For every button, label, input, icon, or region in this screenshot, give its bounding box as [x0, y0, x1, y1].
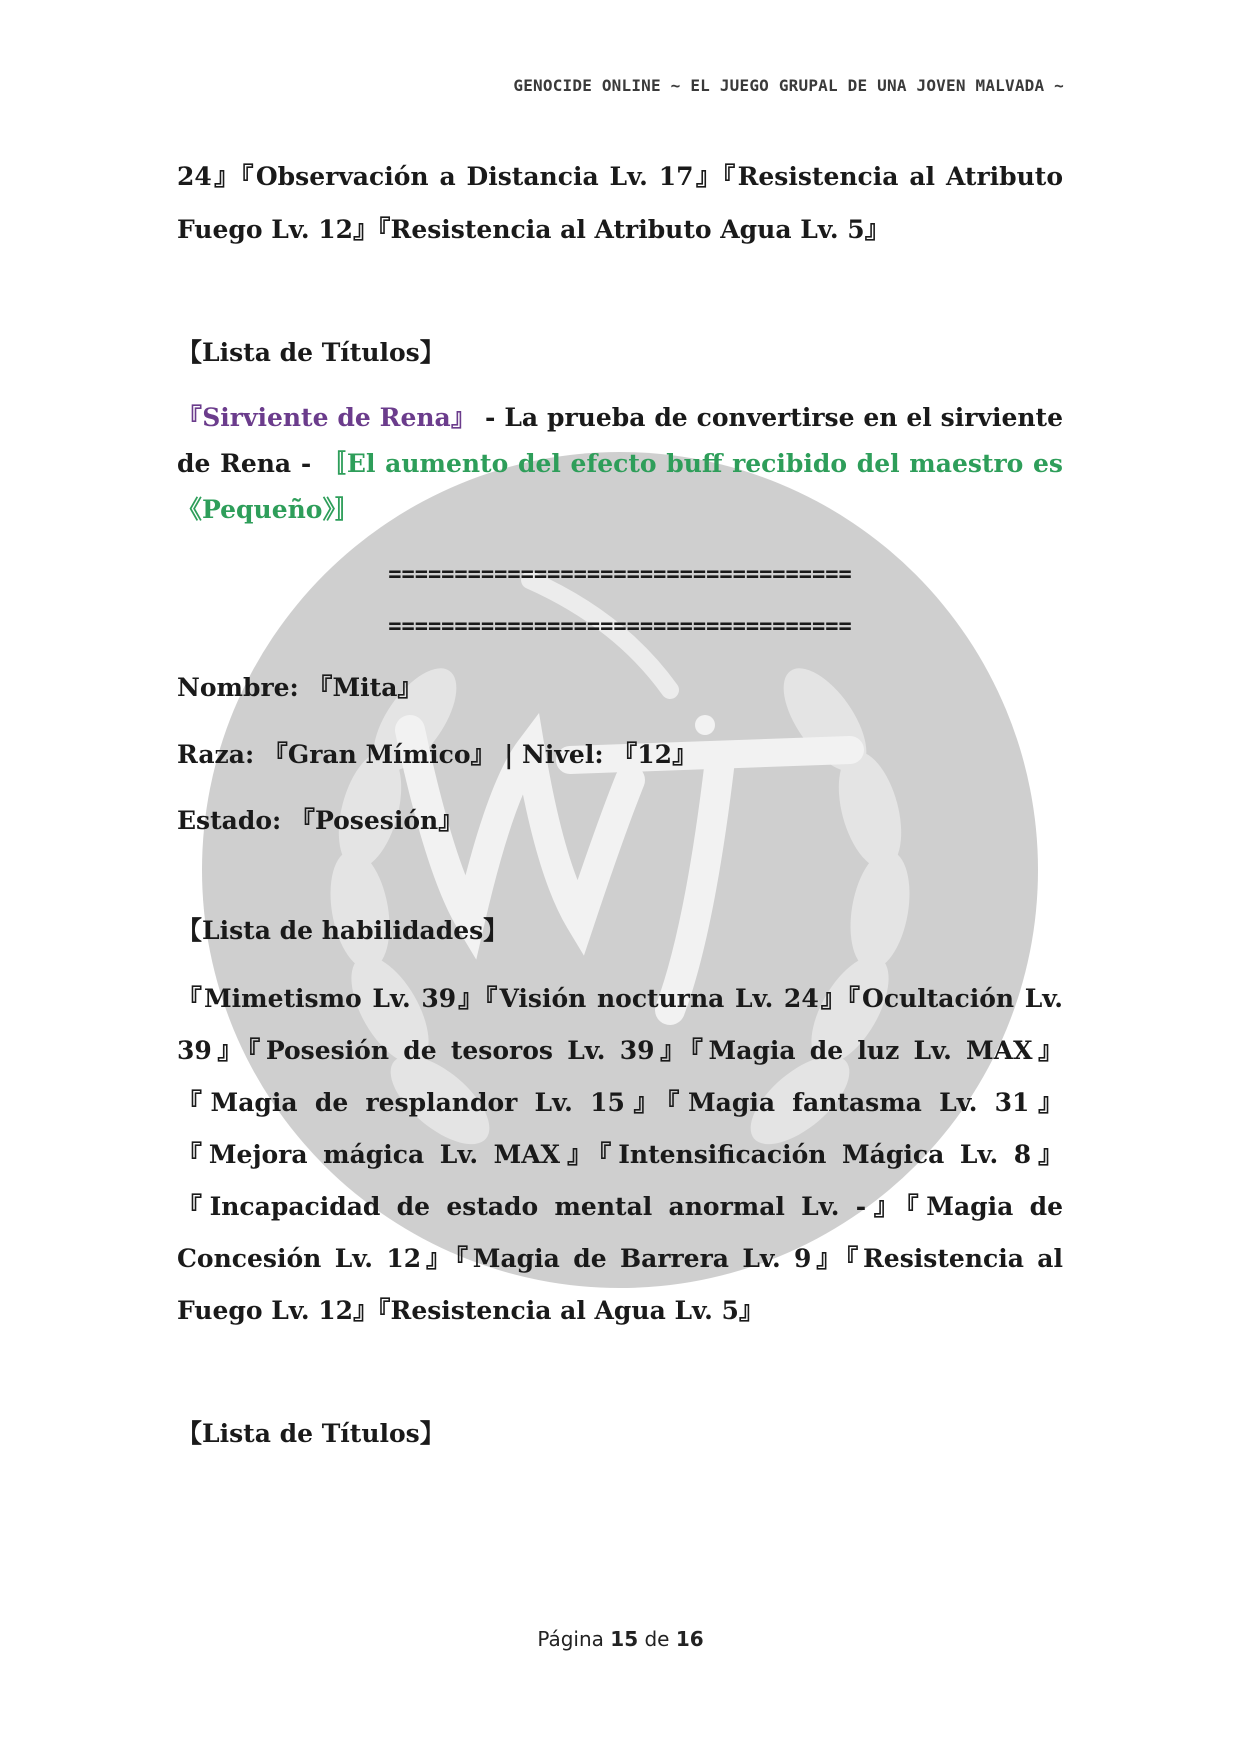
title-name: 『Sirviente de Rena』 — [177, 403, 477, 432]
race-value: 『Gran Mímico』 — [262, 740, 496, 769]
current-page: 15 — [610, 1627, 639, 1651]
skills-heading: 【Lista de habilidades】 — [177, 916, 509, 945]
level-label: | Nivel: — [504, 740, 604, 769]
total-pages: 16 — [675, 1627, 704, 1651]
skills-list: 『Mimetismo Lv. 39』『Visión nocturna Lv. 24』『Ocultación Lv. 39』『Posesión de tesoros Lv. 39』『Magia de luz Lv. MAX』『Magia de resplandor Lv. 15』『Magia fantasma Lv. 31』『Mejora mágica Lv. MAX』『Intensificación Mágica Lv. 8』『Incapacidad de estado mental anormal Lv. -』『Magia de Concesión Lv. 12』『Magia de Barrera Lv. 9』『Resistencia al Fuego Lv. 12』『Resistencia al Agua Lv. 5』 — [177, 984, 1063, 1325]
state-label: Estado: — [177, 806, 282, 835]
status-name — [177, 653, 1063, 722]
titles-heading-2: 【Lista de Títulos】 — [177, 1419, 445, 1448]
separator-line: =================================== — [388, 614, 852, 639]
titles-heading: 【Lista de Títulos】 — [177, 338, 445, 367]
page-number: Página 15 de 16 — [537, 1627, 704, 1651]
running-header: GENOCIDE ONLINE ~ EL JUEGO GRUPAL DE UNA JOVEN MALVADA ~ — [513, 76, 1064, 95]
title-effect: 〚El aumento del efecto buff recibido del maestro es《Pequeño》〛 — [177, 449, 1063, 524]
title-entry — [177, 395, 1063, 533]
separator-line: =================================== — [388, 562, 852, 587]
status-state — [177, 788, 1063, 854]
title-description: - La prueba de convertirse en el sirviente de Rena - — [177, 403, 1063, 478]
race-label: Raza: — [177, 740, 255, 769]
skills-continuation: 24』『Observación a Distancia Lv. 17』『Resistencia al Atributo Fuego Lv. 12』『Resistencia al Atributo Agua Lv. 5』 — [177, 162, 1063, 244]
state-value: 『Posesión』 — [289, 806, 464, 835]
main-content — [177, 150, 1063, 1460]
name-value: 『Mita』 — [307, 673, 423, 702]
level-value: 『12』 — [612, 740, 698, 769]
status-race — [177, 722, 1063, 788]
name-label: Nombre: — [177, 673, 299, 702]
